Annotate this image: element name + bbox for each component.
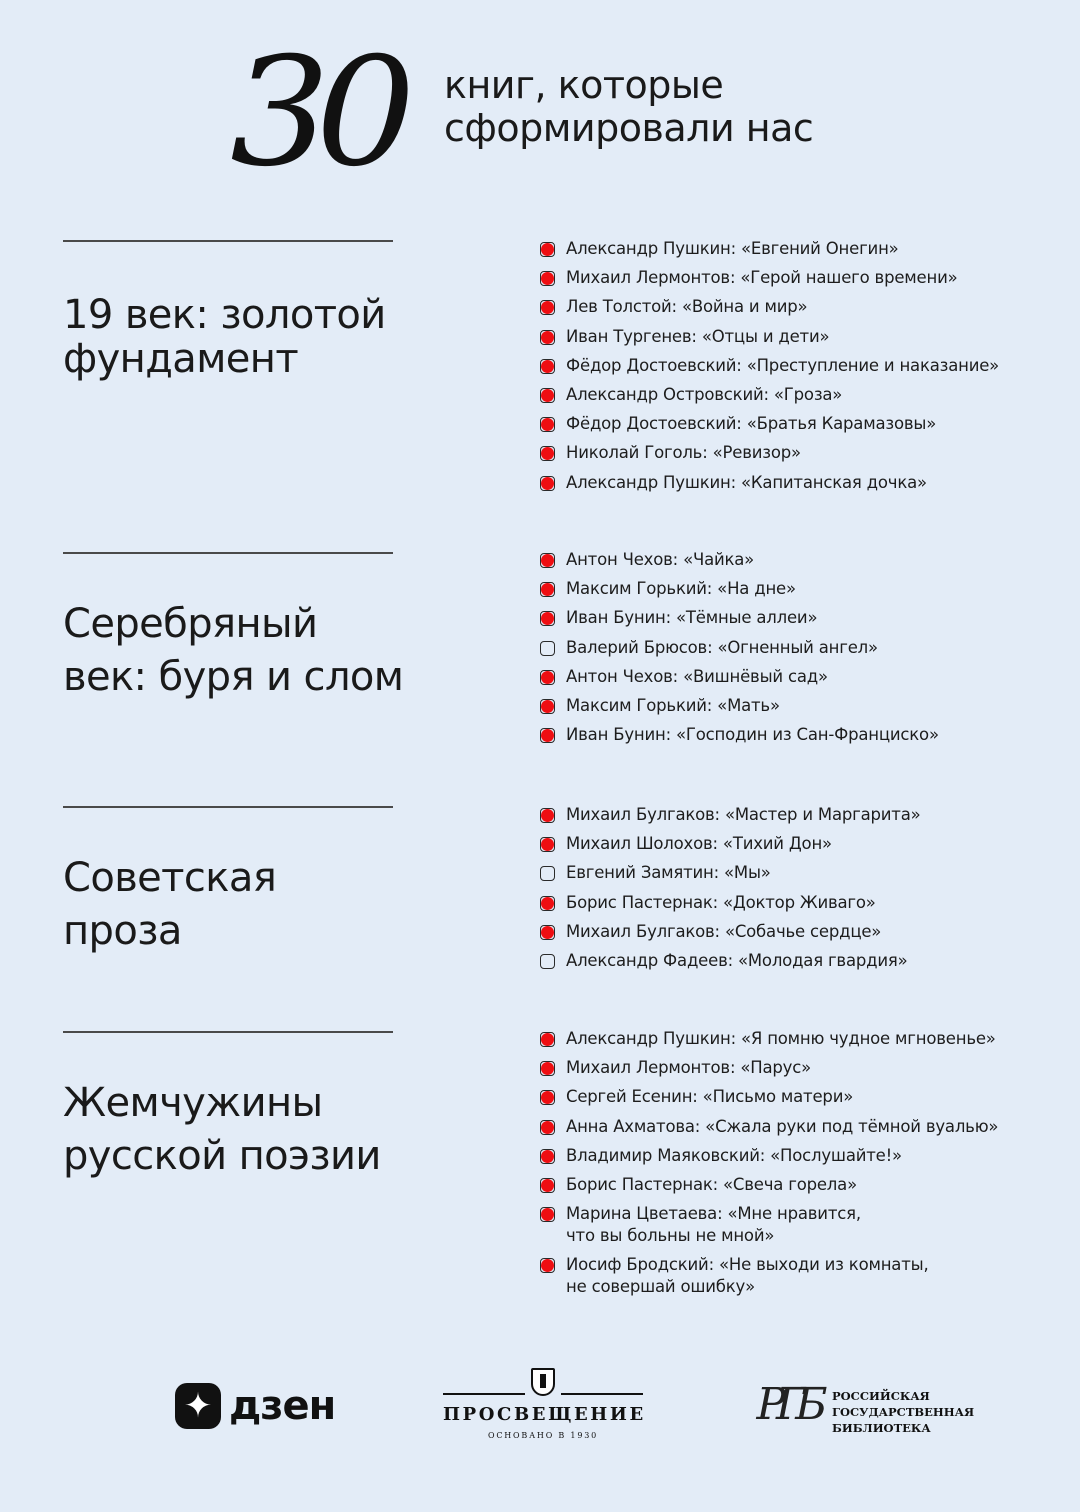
book-item <box>538 1145 1058 1167</box>
section-divider <box>63 1031 393 1033</box>
header <box>228 26 928 200</box>
checkbox-checked-icon[interactable] <box>540 1207 555 1222</box>
book-title: Александр Островский: «Гроза» <box>566 384 843 404</box>
book-item <box>538 238 1058 260</box>
section-title-line1: 19 век: золотой <box>63 292 386 338</box>
checkbox-checked-icon[interactable] <box>540 1120 555 1135</box>
book-list <box>538 1028 1058 1305</box>
book-item <box>538 695 1058 717</box>
book-item <box>538 326 1058 348</box>
book-item <box>538 1254 1058 1298</box>
book-title-continued: что вы больны не мной» <box>566 1226 775 1246</box>
book-title: Александр Фадеев: «Молодая гвардия» <box>566 950 908 970</box>
rgb-library-name <box>832 1388 974 1436</box>
book-title: Михаил Лермонтов: «Парус» <box>566 1058 811 1078</box>
prosveshchenie-line-left <box>443 1393 525 1395</box>
checkbox-checked-icon[interactable] <box>540 896 555 911</box>
book-title: Антон Чехов: «Вишнёвый сад» <box>566 666 828 686</box>
book-item <box>538 267 1058 289</box>
book-title: Иван Тургенев: «Отцы и дети» <box>566 326 830 346</box>
prosveshchenie-name: ПРОСВЕЩЕНИЕ <box>443 1404 646 1425</box>
book-title: Александр Пушкин: «Я помню чудное мгновенье» <box>566 1029 996 1048</box>
checkbox-checked-icon[interactable] <box>540 837 555 852</box>
dzen-logo <box>175 1382 335 1430</box>
checkbox-checked-icon[interactable] <box>540 728 555 743</box>
rgb-monogram-icon: РГБ <box>756 1379 818 1430</box>
section-title <box>63 290 463 384</box>
book-item <box>538 442 1058 464</box>
checkbox-checked-icon[interactable] <box>540 1032 555 1047</box>
rgb-line1: РОССИЙСКАЯ <box>832 1389 930 1403</box>
checkbox-checked-icon[interactable] <box>540 359 555 374</box>
book-title: Сергей Есенин: «Письмо матери» <box>566 1087 854 1107</box>
checkbox-checked-icon[interactable] <box>540 699 555 714</box>
book-list <box>538 238 1058 501</box>
checkbox-checked-icon[interactable] <box>540 808 555 823</box>
book-item <box>538 296 1058 318</box>
book-title: Иван Бунин: «Тёмные аллеи» <box>566 608 818 628</box>
book-list <box>538 804 1058 979</box>
rgb-library-logo <box>752 1368 975 1442</box>
checkbox-empty-icon[interactable] <box>540 954 555 969</box>
book-title: Евгений Замятин: «Мы» <box>566 863 771 883</box>
book-item <box>538 1203 1058 1247</box>
book-title: Максим Горький: «Мать» <box>566 695 780 715</box>
checkbox-checked-icon[interactable] <box>540 242 555 257</box>
page-title-line1: книг, которые <box>444 63 724 107</box>
book-title: Антон Чехов: «Чайка» <box>566 550 755 569</box>
book-title: Борис Пастернак: «Свеча горела» <box>566 1174 857 1194</box>
checkbox-checked-icon[interactable] <box>540 611 555 626</box>
checkbox-checked-icon[interactable] <box>540 1178 555 1193</box>
book-title: Владимир Маяковский: «Послушайте!» <box>566 1145 902 1165</box>
checkbox-checked-icon[interactable] <box>540 388 555 403</box>
book-list <box>538 549 1058 753</box>
checkbox-checked-icon[interactable] <box>540 582 555 597</box>
section-divider <box>63 240 393 242</box>
section-title <box>63 1078 463 1181</box>
rgb-line3: БИБЛИОТЕКА <box>832 1421 931 1435</box>
prosveshchenie-subtitle: ОСНОВАНО В 1930 <box>487 1431 598 1440</box>
checkbox-checked-icon[interactable] <box>540 1149 555 1164</box>
section-title-line1: Серебряный <box>63 601 318 647</box>
book-title: Лев Толстой: «Война и мир» <box>566 297 808 317</box>
section-title-line2: русской поэзии <box>63 1133 381 1179</box>
checkbox-checked-icon[interactable] <box>540 553 555 568</box>
checkbox-empty-icon[interactable] <box>540 641 555 656</box>
checkbox-checked-icon[interactable] <box>540 1258 555 1273</box>
section-title-line2: фундамент <box>63 336 299 382</box>
book-title: Иосиф Бродский: «Не выходи из комнаты, <box>566 1255 929 1275</box>
checkbox-empty-icon[interactable] <box>540 866 555 881</box>
book-title: Михаил Булгаков: «Мастер и Маргарита» <box>566 805 921 824</box>
book-title: Николай Гоголь: «Ревизор» <box>566 443 801 463</box>
book-item <box>538 862 1058 884</box>
book-item <box>538 549 1058 571</box>
checkbox-checked-icon[interactable] <box>540 300 555 315</box>
book-title: Михаил Шолохов: «Тихий Дон» <box>566 834 832 854</box>
book-title: Александр Пушкин: «Капитанская дочка» <box>566 472 927 492</box>
section-title-line2: век: буря и слом <box>63 654 404 700</box>
book-title: Валерий Брюсов: «Огненный ангел» <box>566 637 878 657</box>
book-item <box>538 355 1058 377</box>
book-title: Михаил Булгаков: «Собачье сердце» <box>566 921 882 941</box>
book-item <box>538 384 1058 406</box>
book-title: Михаил Лермонтов: «Герой нашего времени» <box>566 268 958 288</box>
book-item <box>538 892 1058 914</box>
section-title <box>63 853 463 956</box>
section-title <box>63 599 463 702</box>
book-title: Иван Бунин: «Господин из Сан-Франциско» <box>566 725 939 745</box>
book-item <box>538 637 1058 659</box>
book-item <box>538 666 1058 688</box>
prosveshchenie-logo <box>443 1368 646 1444</box>
book-item <box>538 607 1058 629</box>
book-title: Фёдор Достоевский: «Братья Карамазовы» <box>566 414 937 434</box>
book-title: Анна Ахматова: «Сжала руки под тёмной вуалью» <box>566 1116 999 1136</box>
dzen-logo-text: дзен <box>229 1383 336 1429</box>
dzen-star-icon <box>175 1383 221 1429</box>
checkbox-checked-icon[interactable] <box>540 476 555 491</box>
checkbox-checked-icon[interactable] <box>540 417 555 432</box>
section-title-line1: Советская <box>63 855 277 901</box>
book-item <box>538 1028 1058 1050</box>
prosveshchenie-emblem-icon <box>531 1368 555 1396</box>
book-item <box>538 921 1058 943</box>
section-title-line2: проза <box>63 908 182 954</box>
checkbox-checked-icon[interactable] <box>540 1090 555 1105</box>
header-number: 30 <box>230 26 402 200</box>
book-title: Фёдор Достоевский: «Преступление и наказание» <box>566 355 1000 375</box>
checkbox-checked-icon[interactable] <box>540 271 555 286</box>
book-item <box>538 413 1058 435</box>
rgb-line2: ГОСУДАРСТВЕННАЯ <box>832 1405 975 1419</box>
book-title: Максим Горький: «На дне» <box>566 579 796 599</box>
section-divider <box>63 552 393 554</box>
book-item <box>538 1116 1058 1138</box>
book-title: Марина Цветаева: «Мне нравится, <box>566 1204 861 1224</box>
checkbox-checked-icon[interactable] <box>540 1061 555 1076</box>
book-title-continued: не совершай ошибку» <box>566 1277 755 1297</box>
book-item <box>538 472 1058 494</box>
book-title: Борис Пастернак: «Доктор Живаго» <box>566 892 876 912</box>
page-title <box>444 64 813 150</box>
book-title: Александр Пушкин: «Евгений Онегин» <box>566 239 899 258</box>
section-title-line1: Жемчужины <box>63 1080 323 1126</box>
checkbox-checked-icon[interactable] <box>540 925 555 940</box>
book-item <box>538 578 1058 600</box>
checkbox-checked-icon[interactable] <box>540 446 555 461</box>
prosveshchenie-line-right <box>561 1393 643 1395</box>
book-item <box>538 1086 1058 1108</box>
book-item <box>538 1174 1058 1196</box>
checkbox-checked-icon[interactable] <box>540 670 555 685</box>
page-title-line2: сформировали нас <box>444 106 814 150</box>
section-divider <box>63 806 393 808</box>
book-item <box>538 1057 1058 1079</box>
checkbox-checked-icon[interactable] <box>540 330 555 345</box>
book-item <box>538 804 1058 826</box>
book-item <box>538 950 1058 972</box>
book-item <box>538 724 1058 746</box>
book-item <box>538 833 1058 855</box>
